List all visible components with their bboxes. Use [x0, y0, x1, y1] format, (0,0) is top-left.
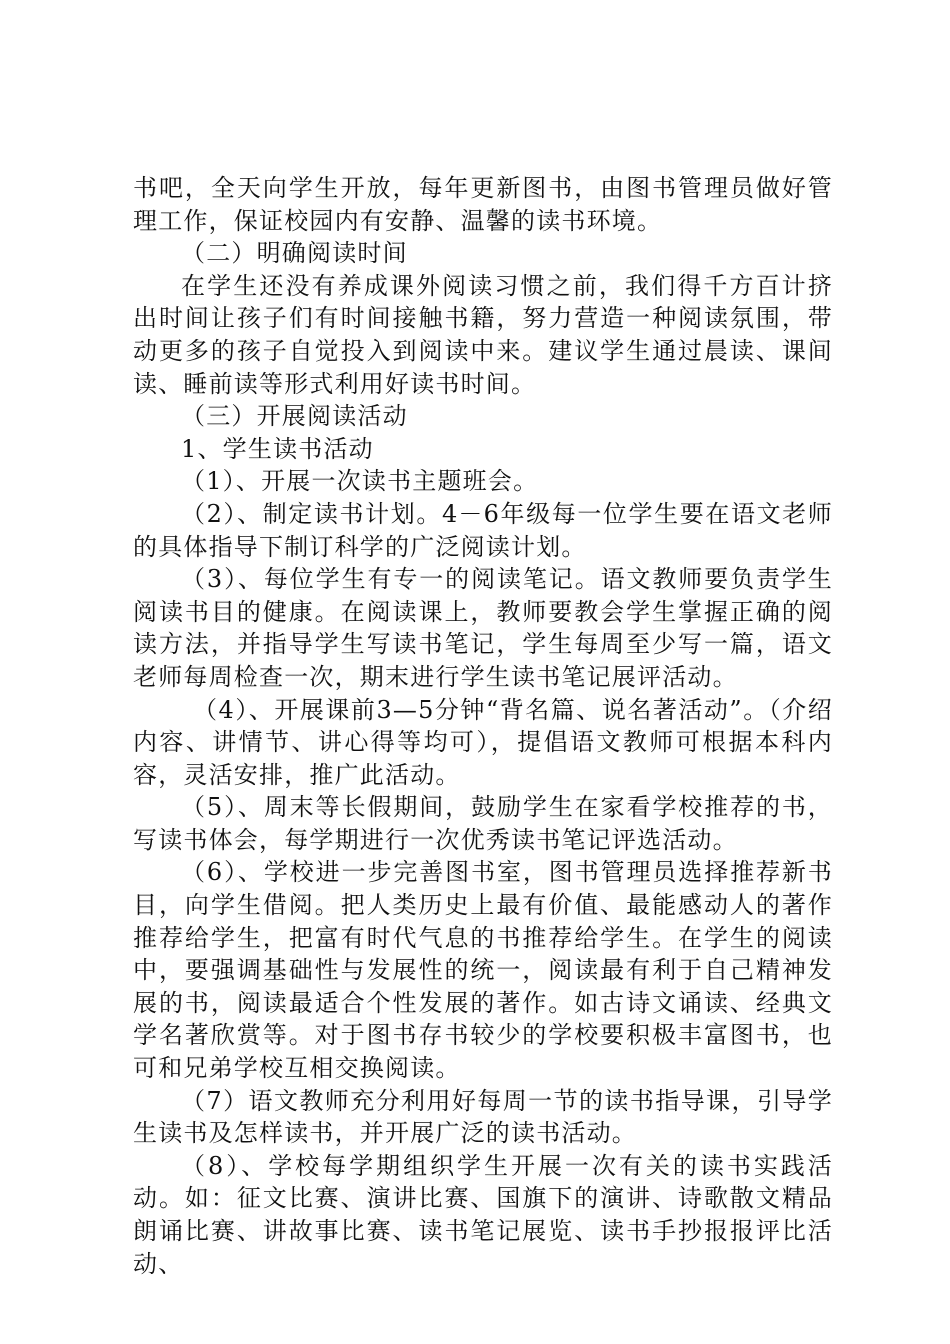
- item-8-reading-practice: （8）、学校每学期组织学生开展一次有关的读书实践活动。如：征文比赛、演讲比赛、国旗下的演讲、诗歌散文精品朗诵比赛、讲故事比赛、读书笔记展览、读书手抄报报评比活动、: [133, 1151, 833, 1278]
- item-2-reading-plan: （2）、制定读书计划。4－6年级每一位学生要在语文老师的具体指导下制订科学的广泛阅读计划。: [133, 499, 833, 561]
- item-6-library-improvement: （6）、学校进一步完善图书室，图书管理员选择推荐新书目，向学生借阅。把人类历史上最有价值、最能感动人的著作推荐给学生，把富有时代气息的书推荐给学生。在学生的阅读中，要强调基础性与发展性的统一，阅读最有利于自己精神发展的书，阅读最适合个性发展的著作。如古诗文诵读、经典文学名著欣赏等。对于图书存书较少的学校要积极丰富图书，也可和兄弟学校互相交换阅读。: [133, 858, 833, 1083]
- item-4-pre-class-activity: （4）、开展课前3—5分钟“背名篇、说名著活动”。（介绍内容、讲情节、讲心得等均可），提倡语文教师可根据本科内容，灵活安排，推广此活动。: [133, 695, 833, 789]
- item-1-class-meeting: （1）、开展一次读书主题班会。: [181, 467, 539, 496]
- item-5-holiday-reading: （5）、周末等长假期间，鼓励学生在家看学校推荐的书，写读书体会，每学期进行一次优秀读书笔记评选活动。: [133, 793, 833, 854]
- document-body: [133, 172, 833, 1280]
- paragraph-reading-time: 在学生还没有养成课外阅读习惯之前，我们得千方百计挤出时间让孩子们有时间接触书籍，努力营造一种阅读氛围，带动更多的孩子自觉投入到阅读中来。建议学生通过晨读、课间读、睡前读等形式利用好读书时间。: [133, 271, 833, 398]
- item-7-reading-guidance: （7）语文教师充分利用好每周一节的读书指导课，引导学生读书及怎样读书，并开展广泛的读书活动。: [133, 1086, 833, 1148]
- heading-reading-time: （二）明确阅读时间: [181, 239, 408, 268]
- paragraph-library-open: 书吧，全天向学生开放，每年更新图书，由图书管理员做好管理工作，保证校园内有安静、温馨的读书环境。: [133, 174, 833, 235]
- heading-reading-activities: （三）开展阅读活动: [181, 402, 408, 431]
- subheading-student-activities: 1、学生读书活动: [181, 434, 374, 463]
- item-3-reading-notes: （3）、每位学生有专一的阅读笔记。语文教师要负责学生阅读书目的健康。在阅读课上，教师要教会学生掌握正确的阅读方法，并指导学生写读书笔记，学生每周至少写一篇，语文老师每周检查一次，期末进行学生读书笔记展评活动。: [133, 565, 833, 691]
